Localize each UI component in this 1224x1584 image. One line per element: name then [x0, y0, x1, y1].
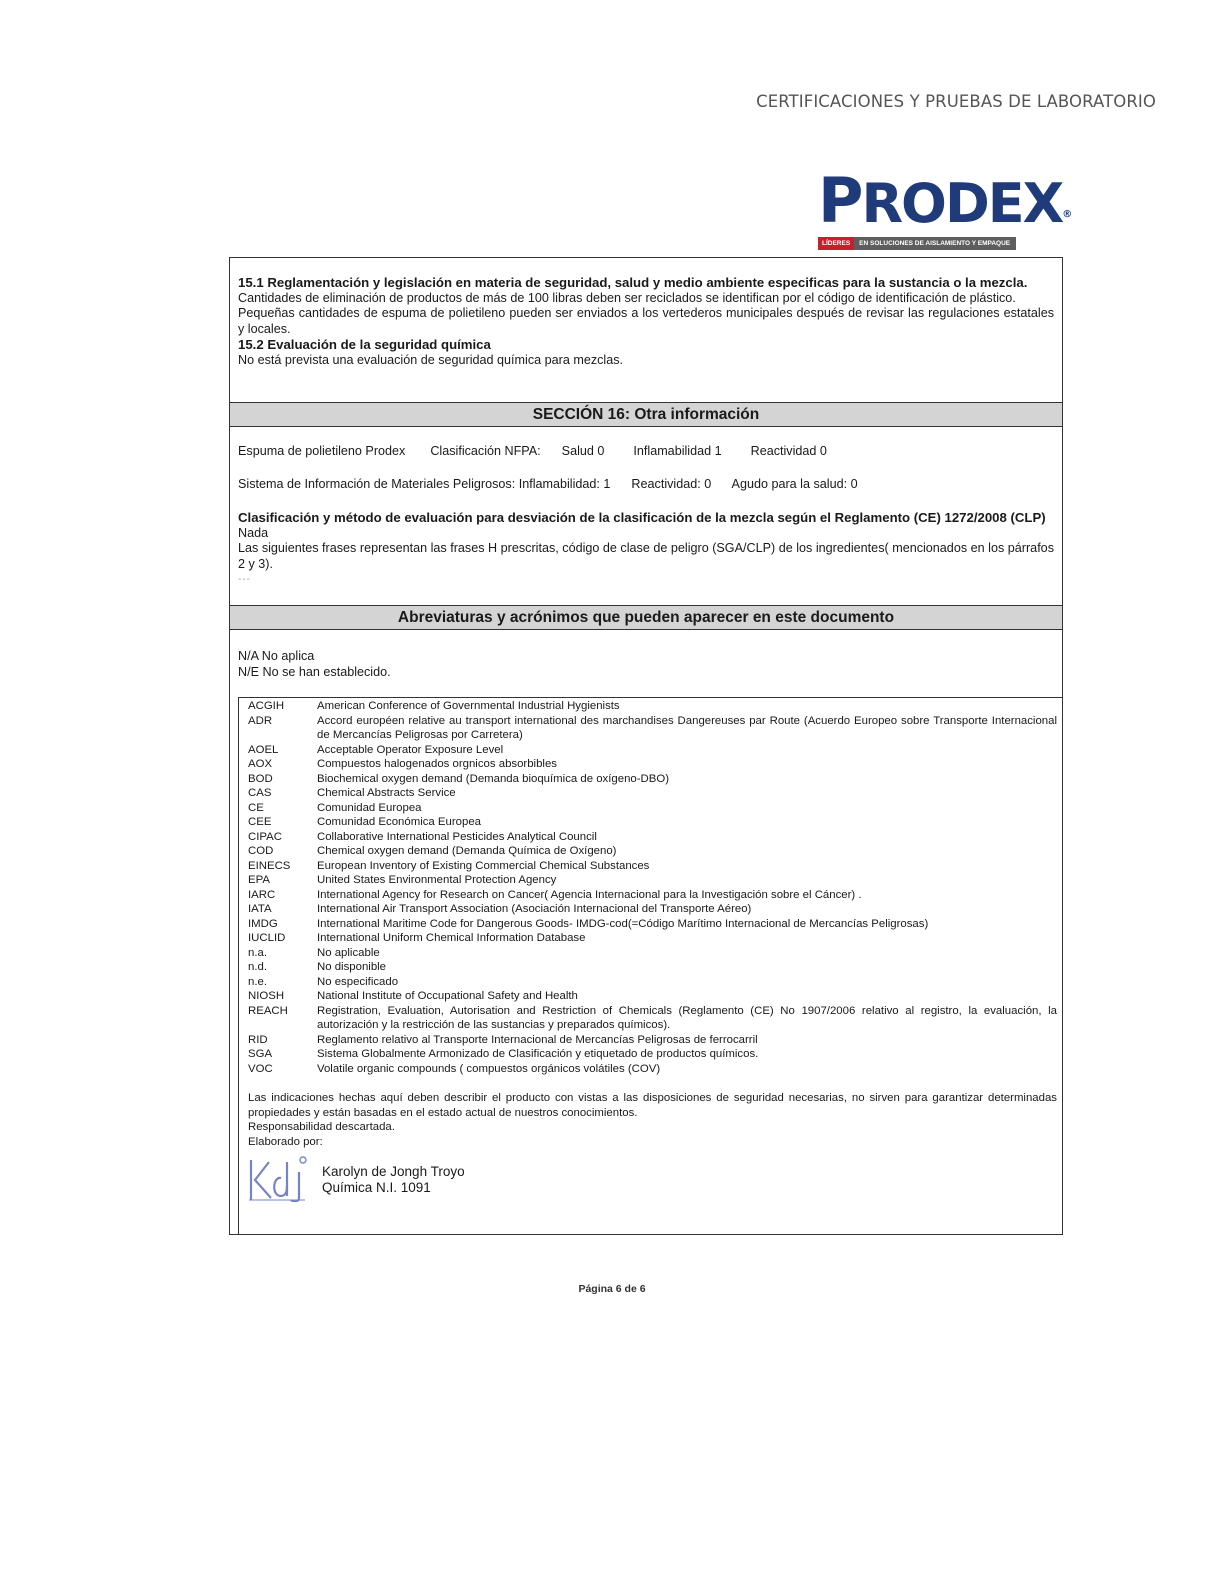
abbreviation-code: NIOSH [248, 990, 285, 1002]
nfpa-reactivity: Reactividad 0 [750, 444, 827, 458]
abbreviation-code: CAS [248, 787, 272, 799]
abbreviation-code: IATA [248, 903, 272, 915]
prodex-logo [818, 164, 1073, 250]
abbreviations-box [238, 697, 1062, 1234]
abbreviation-row [248, 786, 1057, 801]
document-frame [229, 257, 1063, 1235]
page-number: Página 6 de 6 [578, 1283, 646, 1295]
abbreviation-row [248, 743, 1057, 758]
logo-tagline: LÍDERES EN SOLUCIONES DE AISLAMIENTO Y EMPAQUE [818, 237, 1016, 250]
abbreviation-row [248, 902, 1057, 917]
abbreviation-description: Accord européen relative au transport international des marchandises Dangereuses par Route (Acuerdo Europeo sobre Transporte Internacional de Mercancías Peligrosas por Carretera) [317, 714, 1057, 741]
abbreviation-row [248, 1062, 1057, 1077]
abbreviation-row [248, 844, 1057, 859]
abbreviation-row [248, 815, 1057, 830]
abbreviation-code: CE [248, 801, 264, 814]
section-15-2-heading: 15.2 Evaluación de la seguridad química [238, 337, 491, 353]
abbreviation-description: Sistema Globalmente Armonizado de Clasificación y etiquetado de productos químicos. [317, 1048, 759, 1060]
abbreviation-row [248, 917, 1057, 932]
abbreviation-row [248, 699, 1057, 714]
classification-value: Nada [238, 525, 269, 540]
signature-block [322, 1164, 465, 1196]
abbreviation-code: CEE [248, 816, 272, 828]
abbreviation-code: n.d. [248, 961, 267, 973]
abbreviation-description: Volatile organic compounds ( compuestos orgánicos volátiles (COV) [317, 1062, 661, 1075]
abbreviation-description: American Conference of Governmental Industrial Hygienists [317, 700, 620, 712]
abbreviation-row [248, 975, 1057, 990]
responsibility-text: Responsabilidad descartada. [248, 1121, 395, 1133]
abbreviation-description: Chemical Abstracts Service [317, 787, 456, 799]
abbreviation-description: No disponible [317, 961, 387, 973]
abbreviation-code: IUCLID [248, 932, 286, 944]
abbreviation-row [248, 859, 1057, 874]
abbreviation-code: RID [248, 1033, 268, 1046]
abbreviation-description: Compuestos halogenados orgnicos absorbibles [317, 758, 557, 770]
abbreviation-code: VOC [248, 1062, 273, 1075]
abbreviation-description: Chemical oxygen demand (Demanda Química de Oxígeno) [317, 845, 617, 857]
abbreviation-code: BOD [248, 772, 273, 785]
abbreviation-row [248, 714, 1057, 743]
abbreviation-code: ACGIH [248, 700, 285, 712]
na-definition: N/A No aplica [238, 649, 315, 663]
abbreviation-description: Acceptable Operator Exposure Level [317, 743, 504, 756]
classification-heading: Clasificación y método de evaluación para desviación de la clasificación de la mezcla según el Reglamento (CE) 1272/2008 (CLP) [238, 510, 1046, 525]
abbreviation-description: Collaborative International Pesticides Analytical Council [317, 830, 597, 843]
abbreviation-description: European Inventory of Existing Commercial Chemical Substances [317, 859, 650, 872]
abbreviation-row [248, 989, 1057, 1004]
kdj-signature-logo [249, 1156, 309, 1202]
section-15-content [238, 275, 1054, 369]
nfpa-flammability: Inflamabilidad 1 [633, 444, 722, 458]
abbreviation-row [248, 888, 1057, 903]
section-16-title-bar: SECCIÓN 16: Otra información [230, 402, 1062, 427]
nfpa-label: Clasificación NFPA: [430, 444, 541, 458]
abbreviation-row [248, 960, 1057, 975]
abbreviation-description: International Uniform Chemical Information Database [317, 932, 586, 944]
abbreviation-description: Biochemical oxygen demand (Demanda bioquímica de oxígeno-DBO) [317, 772, 670, 785]
abbreviation-row [248, 946, 1057, 961]
abbreviation-row [248, 757, 1057, 772]
disclaimer-block [248, 1091, 1057, 1149]
abbreviation-code: SGA [248, 1048, 273, 1060]
signer-title: Química N.I. 1091 [322, 1180, 431, 1195]
continuation-dots: --- [238, 574, 251, 586]
hmis-reactivity: Reactividad: 0 [631, 477, 712, 491]
abbreviation-code: AOEL [248, 743, 279, 756]
hmis-label: Sistema de Información de Materiales Peligrosos: [238, 477, 516, 491]
abbreviation-code: ADR [248, 714, 273, 727]
disclaimer-text: Las indicaciones hechas aquí deben describir el producto con vistas a las disposiciones de seguridad necesarias, no sirven para garantizar determinadas propiedades y están basadas en el estado actual de nuestros conocimientos. [248, 1092, 1057, 1119]
section-15-1-para-1: Cantidades de eliminación de productos de más de 100 libras deben ser reciclados se identifican por el código de identificación de plástico. [238, 290, 1016, 305]
abbreviation-description: United States Environmental Protection Agency [317, 874, 557, 886]
abbreviation-code: REACH [248, 1004, 288, 1017]
abbreviation-code: IMDG [248, 917, 278, 930]
abbreviation-row [248, 931, 1057, 946]
abbreviation-row [248, 1047, 1057, 1062]
abbreviation-row [248, 772, 1057, 787]
nfpa-product: Espuma de polietileno Prodex [238, 444, 406, 458]
abbreviation-code: EPA [248, 874, 270, 886]
h-phrases-text: Las siguientes frases representan las frases H prescritas, código de clase de peligro (SGA/CLP) de los ingredientes( mencionados en los párrafos 2 y 3). [238, 541, 1054, 571]
logo-wordmark: PRODEX® [818, 164, 1073, 237]
abbreviation-description: Registration, Evaluation, Autorisation and Restriction of Chemicals (Reglamento (CE) No 1907/2006 relativo al registro, la evaluación, la autorización y la restricción de las sustancias y preparados químicos). [317, 1004, 1057, 1031]
abbreviations-table [248, 699, 1057, 1076]
section-15-1-para-2: Pequeñas cantidades de espuma de polietileno pueden ser enviados a los vertederos municipales después de revisar las regulaciones estatales y locales. [238, 306, 1054, 336]
abbreviation-row [248, 830, 1057, 845]
ne-definition: N/E No se han establecido. [238, 664, 391, 679]
abbreviation-description: National Institute of Occupational Safety and Health [317, 990, 578, 1002]
abbreviation-code: n.a. [248, 946, 267, 959]
nfpa-line [238, 444, 1054, 460]
abbreviation-description: Comunidad Económica Europea [317, 816, 481, 828]
page-header-title: CERTIFICACIONES Y PRUEBAS DE LABORATORIO [756, 92, 1156, 111]
abbreviation-description: International Maritime Code for Dangerous Goods- IMDG-cod(=Código Marítimo Internacional de Mercancías Peligrosas) [317, 917, 929, 930]
abbreviation-code: IARC [248, 888, 276, 901]
abbreviation-description: International Agency for Research on Cancer( Agencia Internacional para la Investigación sobre el Cáncer) . [317, 888, 862, 901]
hmis-flammability: Inflamabilidad: 1 [518, 477, 611, 491]
abbreviation-code: COD [248, 845, 274, 857]
prepared-by-label: Elaborado por: [248, 1135, 323, 1148]
section-15-2-para: No está prevista una evaluación de seguridad química para mezclas. [238, 352, 624, 367]
abbreviation-code: n.e. [248, 975, 267, 988]
nfpa-health: Salud 0 [561, 444, 605, 458]
abbreviation-code: CIPAC [248, 830, 282, 843]
abbreviation-code: EINECS [248, 859, 291, 872]
signer-name: Karolyn de Jongh Troyo [322, 1164, 465, 1179]
abbreviation-row [248, 801, 1057, 816]
abbreviation-description: Comunidad Europea [317, 801, 422, 814]
abbreviation-code: AOX [248, 758, 273, 770]
abbreviation-row [248, 1033, 1057, 1048]
abbreviations-title-bar: Abreviaturas y acrónimos que pueden aparecer en este documento [230, 605, 1062, 630]
hmis-health: Agudo para la salud: 0 [731, 477, 858, 491]
section-15-1-heading: 15.1 Reglamentación y legislación en materia de seguridad, salud y medio ambiente especificas para la sustancia o la mezcla. [238, 275, 1028, 290]
abbreviation-description: Reglamento relativo al Transporte Internacional de Mercancías Peligrosas de ferrocarril [317, 1033, 758, 1046]
abbreviation-row [248, 1004, 1057, 1033]
abbreviation-description: International Air Transport Association (Asociación Internacional del Transporte Aéreo) [317, 903, 752, 915]
abbreviation-description: No especificado [317, 975, 399, 988]
abbreviation-row [248, 873, 1057, 888]
na-ne-block [238, 649, 1054, 680]
hmis-line [238, 477, 1054, 493]
classification-block [238, 510, 1054, 588]
abbreviation-description: No aplicable [317, 946, 380, 959]
